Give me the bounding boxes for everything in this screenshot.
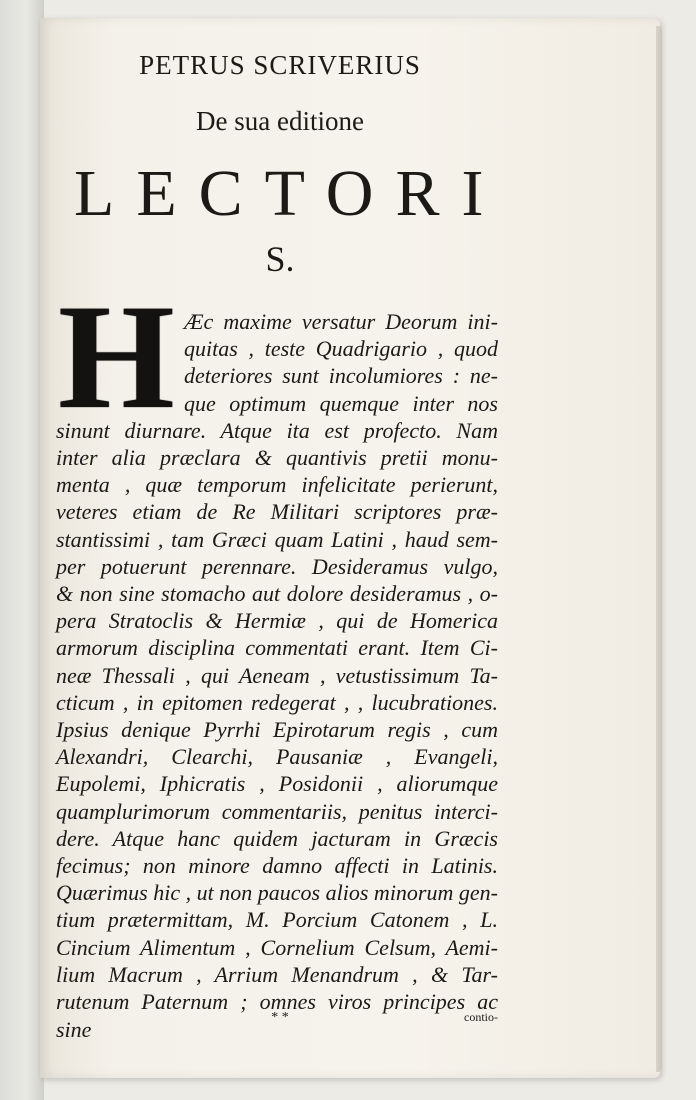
text-line: & non sine stomacho aut dolore desideramus , o- — [56, 581, 498, 606]
text-line: Eupolemi, Iphicratis , Posidonii , aliorumque — [56, 771, 498, 797]
text-line: pera Stratoclis & Hermiæ , qui de Homerica — [56, 608, 498, 634]
text-line: armorum disciplina commentati erant. Item Ci- — [56, 635, 498, 661]
author-heading: PETRUS SCRIVERIUS — [139, 50, 421, 80]
text-line: rutenum Paternum ; omnes viros principes ac sine — [56, 989, 498, 1042]
text-line: inter alia præclara & quantivis pretii monu- — [56, 445, 498, 470]
adjacent-page-edge — [0, 0, 44, 1100]
text-line: veteres etiam de Re Militari scriptores præ- — [56, 499, 498, 525]
title-suffix: S. — [265, 239, 295, 279]
text-line: dere. Atque hanc quidem jacturam in Græcis — [56, 825, 498, 851]
text-line: quamplurimorum commentariis, penitus interci- — [56, 798, 498, 824]
catchword: contio- — [464, 1010, 498, 1024]
page-fore-edge — [656, 26, 662, 1072]
text-line: Alexandri, Clearchi, Pausaniæ , Evangeli, — [56, 744, 498, 770]
text-line: per potuerunt perennare. Desideramus vulgo, — [56, 553, 498, 579]
text-line: fecimus; non minore damno affecti in Latinis. — [56, 853, 498, 878]
text-line: deteriores sunt incolumiores : ne- — [184, 363, 498, 389]
text-line: cticum , in epitomen redegerat , , lucubrationes. — [56, 689, 498, 715]
text-line: Ipsius denique Pyrrhi Epirotarum regis , cum — [56, 717, 498, 742]
text-line: Quærimus hic , ut non paucos alios minorum gen- — [56, 880, 498, 906]
drop-capital: H — [58, 274, 175, 440]
text-line: neæ Thessali , qui Aeneam , vetustissimum Ta- — [56, 662, 498, 688]
text-line: que optimum quemque inter nos — [184, 390, 498, 416]
text-line: sinunt diurnare. Atque ita est profecto. Nam — [56, 417, 498, 443]
text-line: stantissimi , tam Græci quam Latini , haud sem- — [56, 526, 498, 552]
text-line: Æc maxime versatur Deorum ini- — [184, 309, 498, 334]
page-title: LECTORI — [74, 157, 506, 230]
text-line: Cincium Alimentum , Cornelium Celsum, Aemi- — [56, 934, 498, 960]
text-line: menta , quæ temporum infelicitate perierunt, — [56, 472, 498, 498]
subtitle: De sua editione — [196, 106, 364, 136]
signature-mark: * * — [271, 1010, 289, 1025]
text-line: quitas , teste Quadrigario , quod — [184, 336, 498, 362]
text-line: tium prætermittam, M. Porcium Catonem , L. — [56, 907, 498, 933]
text-line: lium Macrum , Arrium Menandrum , & Tar- — [56, 961, 498, 987]
